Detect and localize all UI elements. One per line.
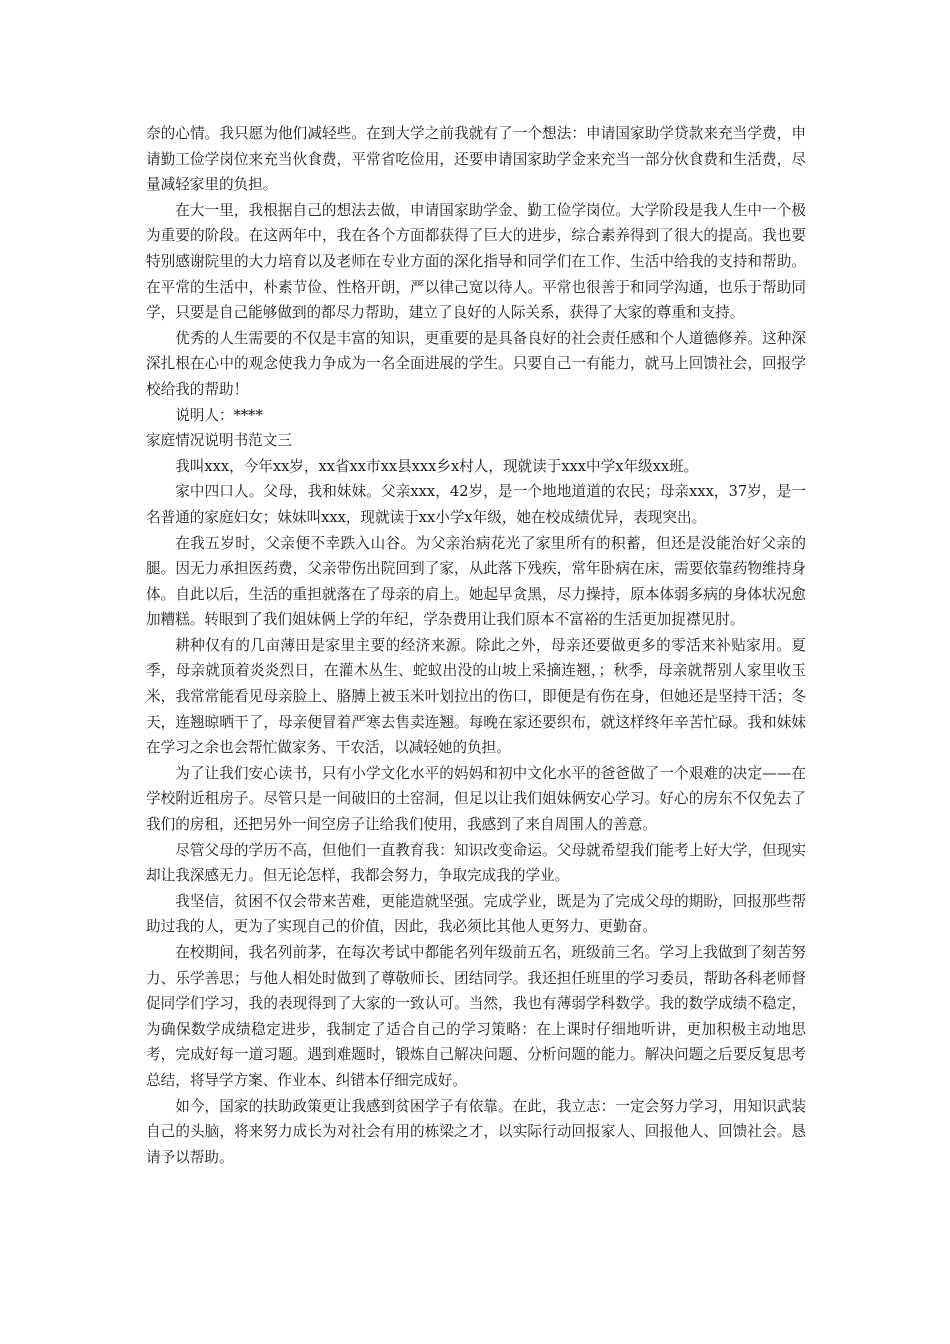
paragraph-family-members: 家中四口人。父母，我和妹妹。父亲xxx，42岁，是一个地地道道的农民；母亲xxx，37岁，是一名普通的家庭妇女；妹妹叫xxx，现就读于xx小学x年级，她在校成绩优异，表现突出。 xyxy=(146,483,806,526)
section-title: 家庭情况说明书范文三 xyxy=(146,432,292,450)
paragraph-freshman-year: 在大一里，我根据自己的想法去做，申请国家助学金、勤工俭学岗位。大学阶段是我人生中一个极为重要的阶段。在这两年中，我在各个方面都获得了巨大的进步，综合素养得到了很大的提高。我也要特别感谢院里的大力培育以及老师在专业方面的深化指导和同学们在工作、生活中给我的支持和帮助。在平常的生活中，朴素节俭、性格开朗，严以律己宽以待人。平常也很善于和同学沟通，也乐于帮助同学，只要是自己能够做到的都尽力帮助，建立了良好的人际关系，获得了大家的尊重和支持。 xyxy=(146,201,806,322)
paragraph-conclusion: 如今，国家的扶助政策更让我感到贫困学子有依靠。在此，我立志：一定会努力学习，用知识武装自己的头脑，将来努力成长为对社会有用的栋梁之才，以实际行动回报家人、回报他人、回馈社会。恳请予以帮助。 xyxy=(146,1097,806,1166)
signature-line: 说明人：**** xyxy=(175,406,263,424)
paragraph-school-performance: 在校期间，我名列前茅，在每次考试中都能名列年级前五名，班级前三名。学习上我做到了刻苦努力、乐学善思；与他人相处时做到了尊敬师长、团结同学。我还担任班里的学习委员，帮助各科老师督促同学们学习，我的表现得到了大家的一致认可。当然，我也有薄弱学科数学。我的数学成绩不稳定，为确保数学成绩稳定进步，我制定了适合自己的学习策略：在上课时仔细地听讲，更加积极主动地思考，完成好每一道习题。遇到难题时，锻炼自己解决问题、分析问题的能力。解决问题之后要反复思考总结，将导学方案、作业本、纠错本仔细完成好。 xyxy=(146,944,806,1089)
paragraph-responsibility: 优秀的人生需要的不仅是丰富的知识，更重要的是具备良好的社会责任感和个人道德修养。这种深深扎根在心中的观念使我力争成为一名全面进展的学生。只要自己一有能力，就马上回馈社会，回报学校给我的帮助！ xyxy=(146,329,806,398)
paragraph-family-income: 耕种仅有的几亩薄田是家里主要的经济来源。除此之外，母亲还要做更多的零活来补贴家用。夏季，母亲就顶着炎炎烈日，在灌木丛生、蛇蚁出没的山坡上采摘连翘，；秋季，母亲就帮别人家里收玉米，我常常能看见母亲脸上、胳膊上被玉米叶划拉出的伤口，即便是有伤在身，但她还是坚持干活；冬天，连翘晾晒干了，母亲便冒着严寒去售卖连翘。每晚在家还要织布，就这样终年辛苦忙碌。我和妹妹在学习之余也会帮忙做家务、干农活，以减轻她的负担。 xyxy=(146,636,806,757)
continuation-paragraph: 奈的心情。我只愿为他们减轻些。在到大学之前我就有了一个想法：申请国家助学贷款来充当学费，申请勤工俭学岗位来充当伙食费，平常省吃俭用，还要申请国家助学金来充当一部分伙食费和生活费，尽量减轻家里的负担。 xyxy=(146,125,806,194)
paragraph-father-accident: 在我五岁时，父亲便不幸跌入山谷。为父亲治病花光了家里所有的积蓄，但还是没能治好父亲的腿。因无力承担医药费，父亲带伤出院回到了家，从此落下残疾，常年卧病在床，需要依靠药物维持身体。自此以后，生活的重担就落在了母亲的肩上。她起早贪黑，尽力操持，原本体弱多病的身体状况愈加糟糕。转眼到了我们姐妹俩上学的年纪，学杂费用让我们原本不富裕的生活更加捉襟见肘。 xyxy=(146,534,806,629)
paragraph-intro: 我叫xxx，今年xx岁，xx省xx市xx县xxx乡x村人，现就读于xxx中学x年级xx班。 xyxy=(175,457,699,475)
paragraph-renting: 为了让我们安心读书，只有小学文化水平的妈妈和初中文化水平的爸爸做了一个艰难的决定——在学校附近租房子。尽管只是一间破旧的土窑洞，但足以让我们姐妹俩安心学习。好心的房东不仅免去了我们的房租，还把另外一间空房子让给我们使用，我感到了来自周围人的善意。 xyxy=(146,764,806,834)
paragraph-parents-education: 尽管父母的学历不高，但他们一直教育我：知识改变命运。父母就希望我们能考上好大学，但现实却让我深感无力。但无论怎样，我都会努力，争取完成我的学业。 xyxy=(146,841,806,885)
document-page xyxy=(146,121,806,1170)
paragraph-belief: 我坚信，贫困不仅会带来苦难，更能造就坚强。完成学业，既是为了完成父母的期盼，回报那些帮助过我的人，更为了实现自己的价值，因此，我必须比其他人更努力、更勤奋。 xyxy=(146,892,806,936)
